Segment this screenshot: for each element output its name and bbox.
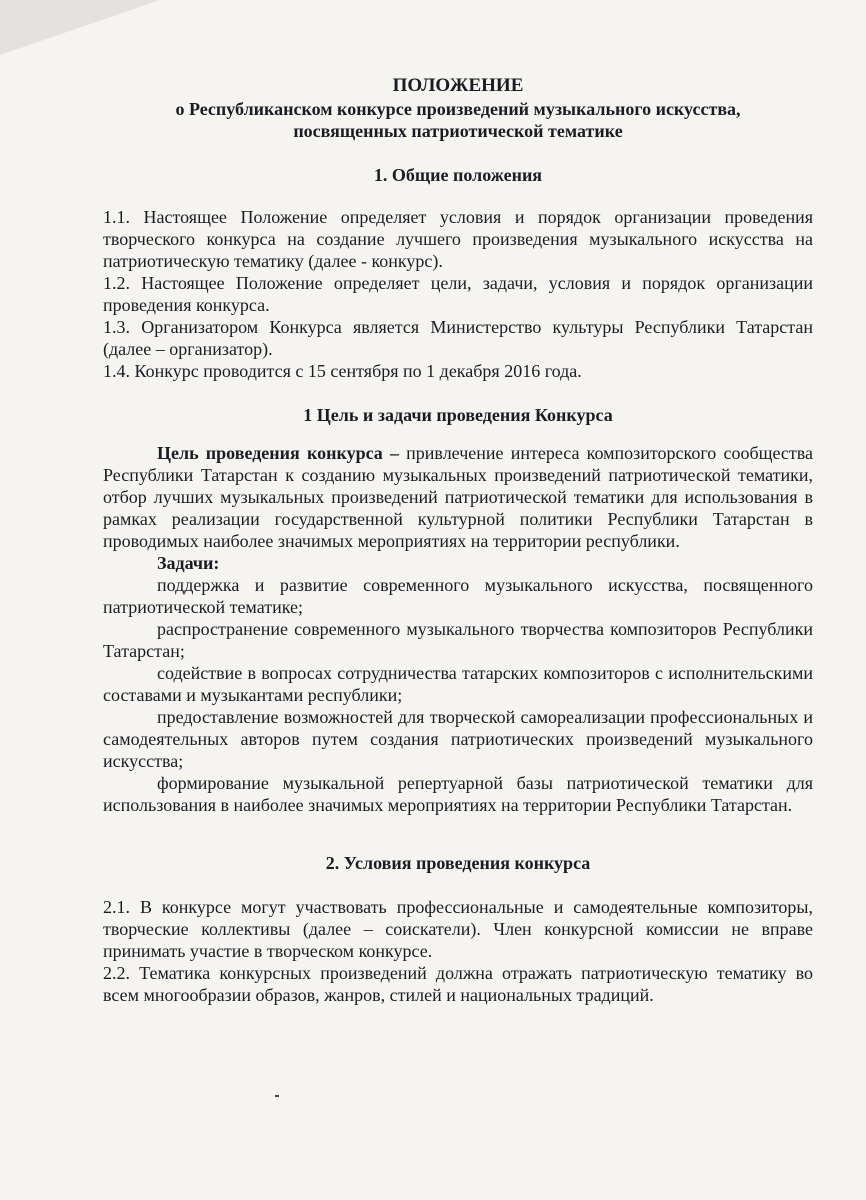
item-1-3: 1.3. Организатором Конкурса является Министерство культуры Республики Татарстан (далее – организатор). [103, 317, 813, 359]
task-item: предоставление возможностей для творческой самореализации профессиональных и самодеятельных авторов путем создания патриотических произведений музыкального искусства; [103, 707, 813, 771]
scan-speck [275, 1095, 279, 1097]
goal-paragraph [103, 442, 813, 552]
item-1-1: 1.1. Настоящее Положение определяет условия и порядок организации проведения творческого конкурса на создание лучшего произведения музыкального искусства на патриотическую тематику (далее - конкурс). [103, 207, 813, 271]
document-title: ПОЛОЖЕНИЕ [392, 75, 524, 96]
task-item: распространение современного музыкального творчества композиторов Республики Татарстан; [103, 619, 813, 661]
item-1-4: 1.4. Конкурс проводится с 15 сентября по 1 декабря 2016 года. [103, 361, 582, 381]
task-item: формирование музыкальной репертуарной базы патриотической тематики для использования в наиболее значимых мероприятиях на территории Республики Татарстан. [103, 773, 813, 815]
task-item: содействие в вопросах сотрудничества татарских композиторов с исполнительскими составами и музыкантами республики; [103, 663, 813, 705]
scan-corner-shadow [0, 0, 160, 55]
item-1-2: 1.2. Настоящее Положение определяет цели, задачи, условия и порядок организации проведения конкурса. [103, 273, 813, 315]
goal-text: привлечение интереса композиторского сообщества Республики Татарстан к созданию музыкальных произведений патриотической тематики, отбор лучших музыкальных произведений патриотической тематики для использования в рамках реализации государственной культурной политики Республики Татарстан в проводимых наиболее значимых мероприятиях на территории республики. [103, 443, 814, 551]
item-2-2: 2.2. Тематика конкурсных произведений должна отражать патриотическую тематику во всем многообразии образов, жанров, стилей и национальных традиций. [103, 963, 813, 1005]
goal-label: Цель проведения конкурса – [157, 443, 399, 463]
section-1-heading: 1. Общие положения [373, 165, 543, 185]
goal-section-heading: 1 Цель и задачи проведения Конкурса [303, 405, 613, 425]
section-1-items [103, 206, 813, 382]
tasks-label: Задачи: [157, 553, 220, 573]
section-2-heading: 2. Условия проведения конкурса [325, 853, 591, 873]
document-body [103, 74, 813, 1006]
document-subtitle-line-2: посвященных патриотической тематике [293, 121, 623, 141]
task-item: поддержка и развитие современного музыкального искусства, посвященного патриотической тематике; [103, 575, 813, 617]
item-2-1: 2.1. В конкурсе могут участвовать профессиональные и самодеятельные композиторы, творческие коллективы (далее – соискатели). Член конкурсной комиссии не вправе принимать участие в творческом конкурсе. [103, 897, 813, 961]
document-subtitle-line-1: о Республиканском конкурсе произведений музыкального искусства, [175, 99, 741, 119]
section-2-items [103, 896, 813, 1006]
